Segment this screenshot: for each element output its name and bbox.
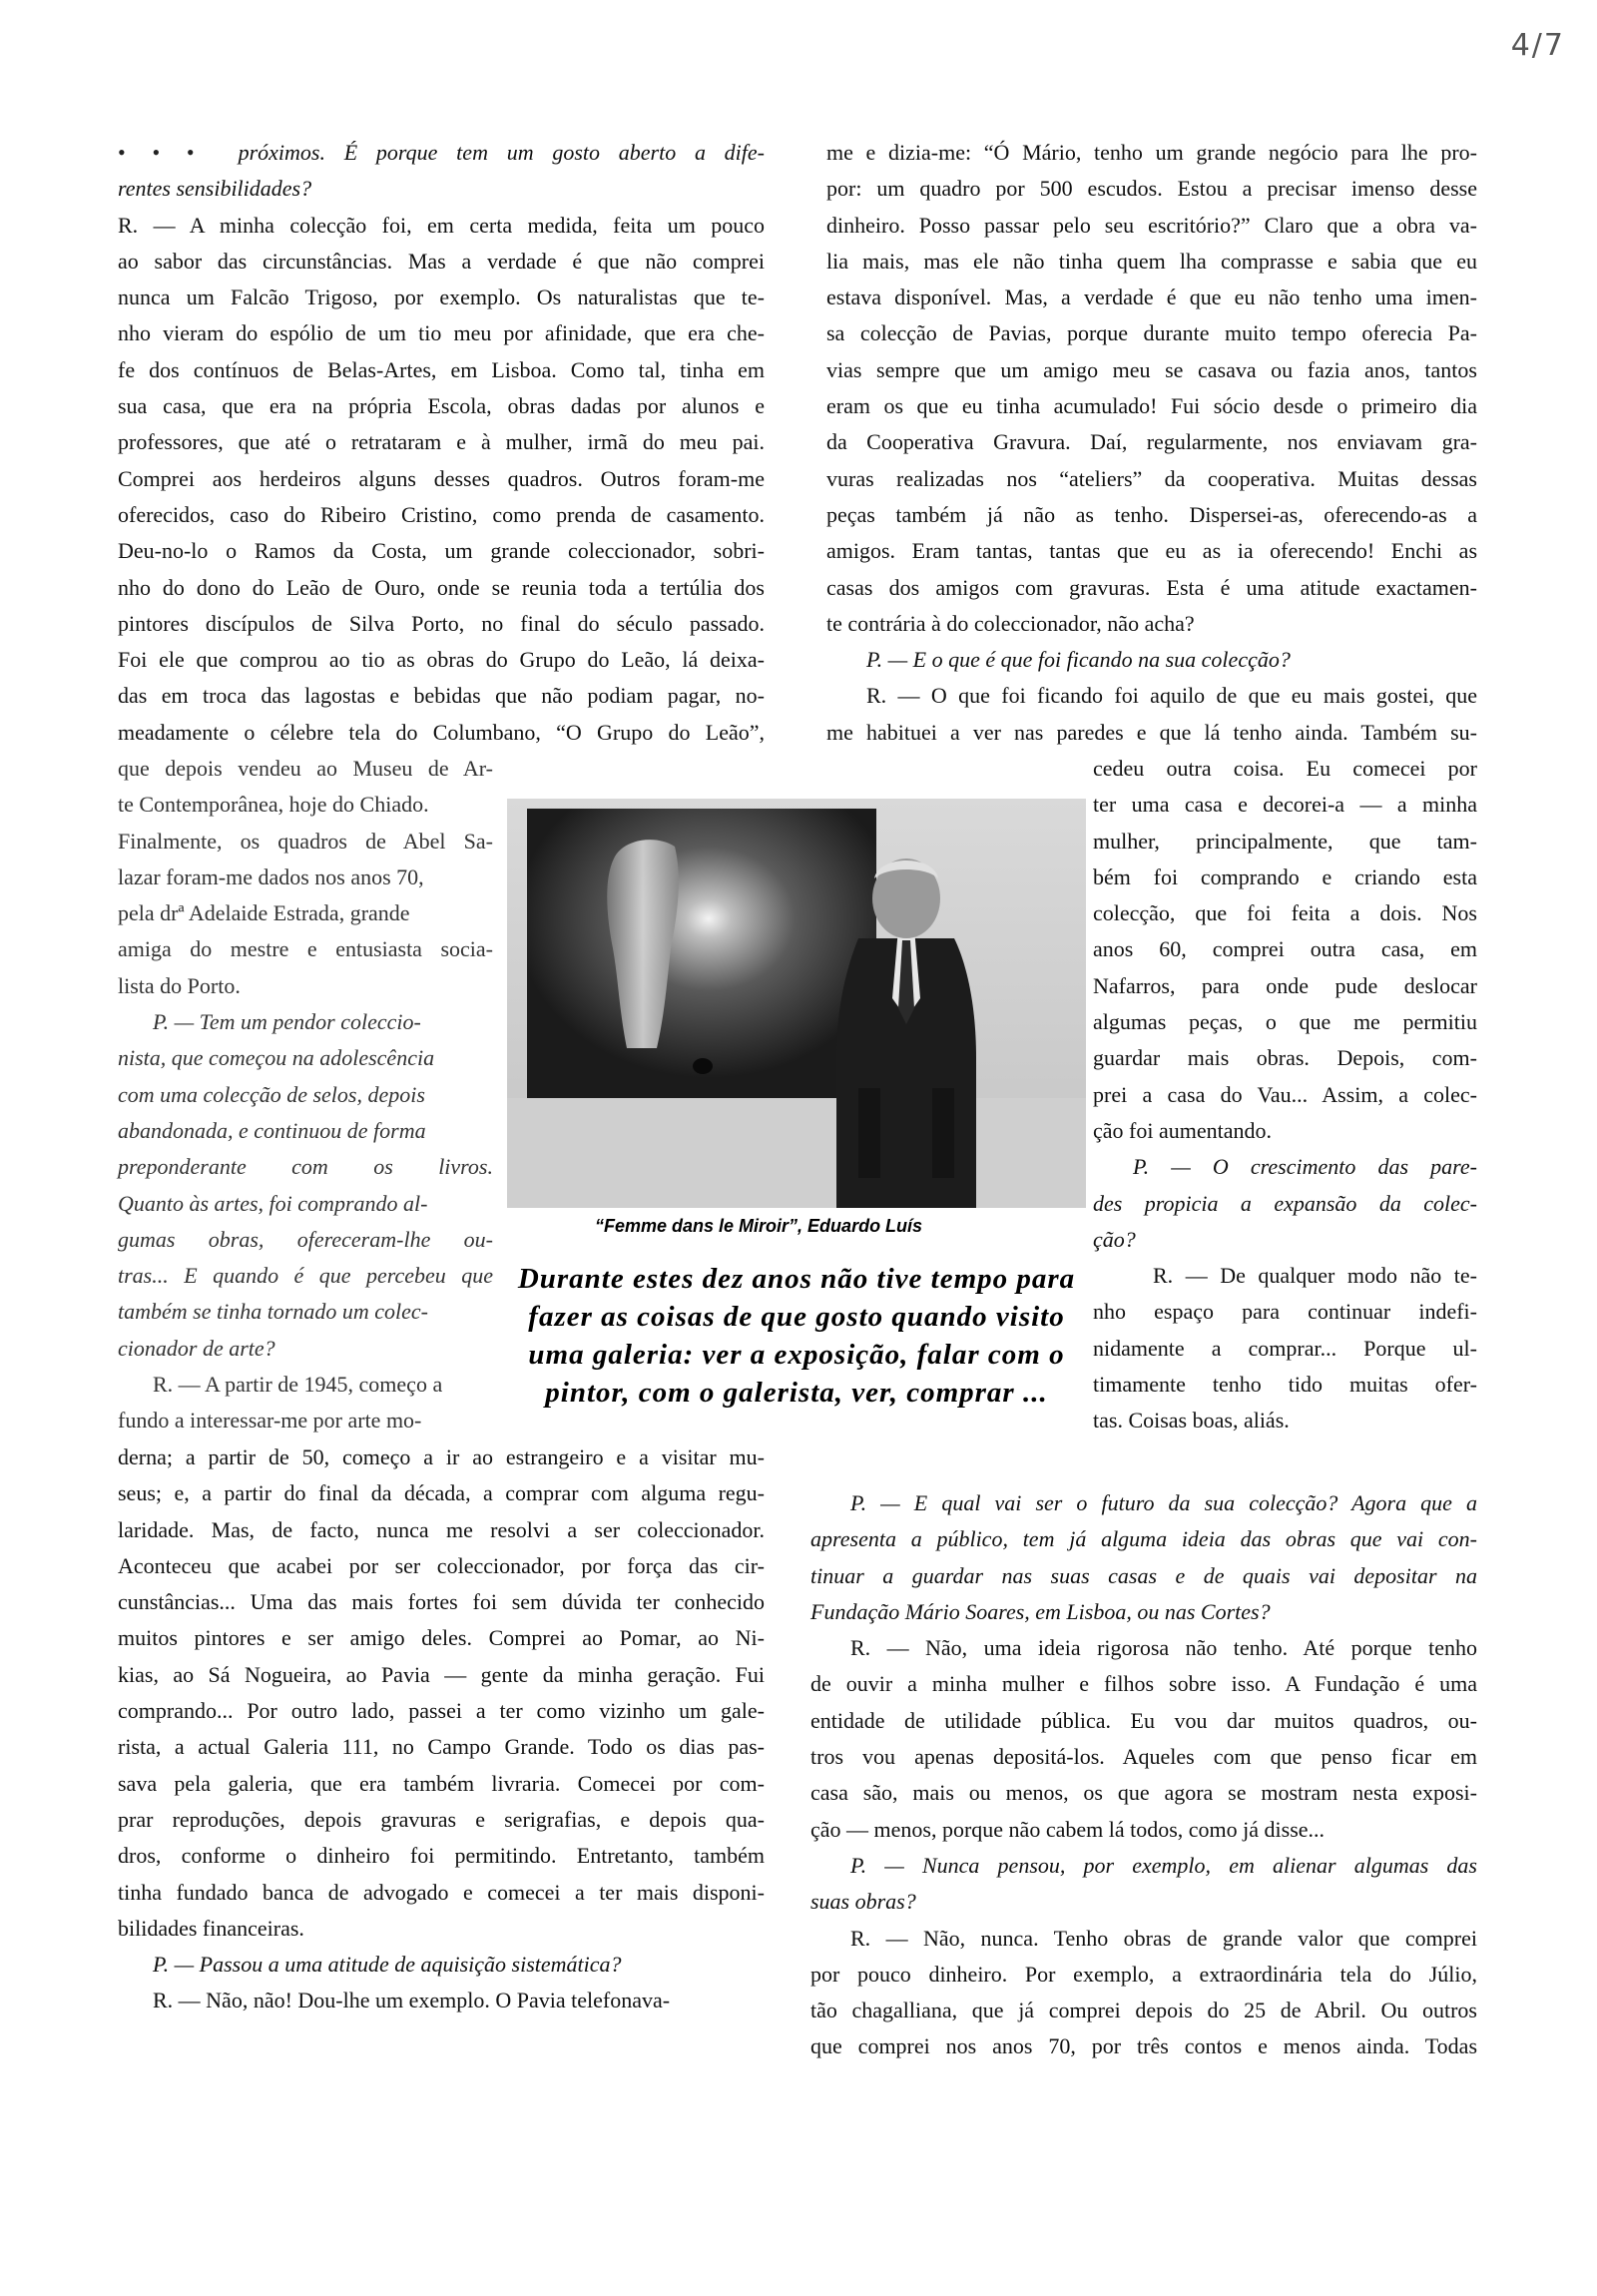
text-line: tão chagalliana, que já comprei depois do 25 de Abril. Ou outros bbox=[810, 1998, 1477, 2023]
text-line: nho vieram do espólio de um tio meu por afinidade, que era che- bbox=[118, 320, 765, 346]
text-line: nho espaço para continuar indefi- bbox=[1093, 1299, 1477, 1325]
text-line: prar reproduções, depois gravuras e serigrafias, e depois qua- bbox=[118, 1806, 765, 1832]
text-line: tas. Coisas boas, aliás. bbox=[1093, 1408, 1290, 1434]
text-line: pela drª Adelaide Estrada, grande bbox=[118, 900, 410, 926]
text-line: por pouco dinheiro. Por exemplo, a extraordinária tela do Júlio, bbox=[810, 1961, 1477, 1987]
text-line: apresenta a público, tem já alguma ideia das obras que vai con- bbox=[810, 1526, 1477, 1552]
text-line: R. — Não, uma ideia rigorosa não tenho. Até porque tenho bbox=[850, 1635, 1477, 1661]
text-line: lia mais, mas ele não tinha quem lha comprasse e sabia que eu bbox=[826, 248, 1477, 274]
text-line: nista, que começou na adolescência bbox=[118, 1045, 435, 1071]
text-line: bém foi comprando e criando esta bbox=[1093, 863, 1477, 889]
text-line: tras... E quando é que percebeu que bbox=[118, 1263, 493, 1289]
text-line: fundo a interessar-me por arte mo- bbox=[118, 1408, 422, 1434]
text-line: R. — A partir de 1945, começo a bbox=[153, 1372, 443, 1398]
page-number: 4/7 bbox=[1510, 28, 1565, 63]
text-line: vias sempre que um amigo meu se casava ou fazia anos, tantos bbox=[826, 356, 1477, 382]
text-line: P. — O crescimento das pare- bbox=[1133, 1154, 1477, 1180]
photo-caption: “Femme dans le Miroir”, Eduardo Luís bbox=[595, 1216, 923, 1236]
text-line: vuras realizadas nos “ateliers” da cooperativa. Muitas dessas bbox=[826, 465, 1477, 491]
text-line: casa são, mais ou menos, os que agora se mostram nesta exposi- bbox=[810, 1780, 1477, 1806]
text-line: R. — Não, nunca. Tenho obras de grande valor que comprei bbox=[850, 1925, 1477, 1951]
text-line: também se tinha tornado um colec- bbox=[118, 1299, 428, 1325]
artwork-photo bbox=[507, 799, 1086, 1208]
text-line: estava disponível. Mas, a verdade é que eu não tenho uma imen- bbox=[826, 285, 1477, 310]
text-line: bilidades financeiras. bbox=[118, 1915, 304, 1941]
pull-quote-line: pintor, com o galerista, ver, comprar ... bbox=[545, 1377, 1048, 1409]
text-line: abandonada, e continuou de forma bbox=[118, 1117, 426, 1143]
text-line: rentes sensibilidades? bbox=[118, 176, 312, 202]
text-line: prei a casa do Vau... Assim, a colec- bbox=[1093, 1081, 1477, 1107]
left-column-narrow bbox=[118, 751, 493, 1439]
text-line: te contrária à do coleccionador, não acha? bbox=[826, 610, 1195, 636]
text-line: Foi ele que comprou ao tio as obras do Grupo do Leão, lá deixa- bbox=[118, 647, 765, 673]
photo-illustration bbox=[507, 799, 1086, 1208]
text-line: anos 60, comprei outra casa, em bbox=[1093, 936, 1477, 962]
text-line: Aconteceu que acabei por ser coleccionador, por força das cir- bbox=[118, 1552, 765, 1578]
text-line: nho do dono do Leão de Ouro, onde se reunia toda a tertúlia dos bbox=[118, 574, 765, 600]
text-line: sa colecção de Pavias, porque durante muito tempo oferecia Pa- bbox=[826, 320, 1477, 346]
text-line: Deu-no-lo o Ramos da Costa, um grande coleccionador, sobri- bbox=[118, 538, 765, 564]
text-line: rista, a actual Galeria 111, no Campo Grande. Todo os dias pas- bbox=[118, 1734, 765, 1760]
right-column-bottom bbox=[810, 1485, 1477, 2065]
text-line: suas obras? bbox=[810, 1889, 916, 1915]
text-line: Fundação Mário Soares, em Lisboa, ou nas Cortes? bbox=[810, 1598, 1271, 1624]
text-line: com uma colecção de selos, depois bbox=[118, 1081, 425, 1107]
text-line: timamente tenho tido muitas ofer- bbox=[1093, 1372, 1477, 1398]
text-line: que comprei nos anos 70, por três contos e menos ainda. Todas bbox=[810, 2033, 1477, 2059]
pull-quote bbox=[497, 1260, 1096, 1412]
text-line: P. — E qual vai ser o futuro da sua colecção? Agora que a bbox=[850, 1490, 1477, 1515]
text-line: P. — Passou a uma atitude de aquisição sistemática? bbox=[153, 1952, 622, 1978]
text-line: des propicia a expansão da colec- bbox=[1093, 1190, 1477, 1216]
text-line: te Contemporânea, hoje do Chiado. bbox=[118, 792, 429, 818]
right-column-narrow bbox=[1093, 751, 1477, 1439]
text-line: ção? bbox=[1093, 1226, 1136, 1252]
text-line: Comprei aos herdeiros alguns desses quadros. Outros foram-me bbox=[118, 465, 765, 491]
text-line: de ouvir a minha mulher e filhos sobre isso. A Fundação é uma bbox=[810, 1671, 1477, 1697]
text-line: colecção, que foi feita a dois. Nos bbox=[1093, 900, 1477, 926]
text-line: derna; a partir de 50, começo a ir ao estrangeiro e a visitar mu- bbox=[118, 1444, 765, 1469]
text-line: ção — menos, porque não cabem lá todos, como já disse... bbox=[810, 1816, 1326, 1842]
pull-quote-line: fazer as coisas de que gosto quando visito bbox=[528, 1301, 1065, 1333]
text-line: tros vou apenas depositá-los. Aqueles com que penso ficar em bbox=[810, 1744, 1477, 1770]
text-line: dros, conforme o dinheiro foi permitindo. Entretanto, também bbox=[118, 1843, 765, 1869]
text-line: entidade de utilidade pública. Eu vou dar muitos quadros, ou- bbox=[810, 1707, 1477, 1733]
text-line: professores, que até o retrataram e à mulher, irmã do meu pai. bbox=[118, 429, 765, 455]
text-line: R. — A minha colecção foi, em certa medida, feita um pouco bbox=[118, 212, 765, 238]
left-column-bottom bbox=[118, 1439, 765, 2019]
text-line: Finalmente, os quadros de Abel Sa- bbox=[118, 828, 493, 854]
text-line: lazar foram-me dados nos anos 70, bbox=[118, 863, 424, 889]
text-line: preponderante com os livros. bbox=[118, 1154, 493, 1180]
text-line: cunstâncias... Uma das mais fortes foi sem dúvida ter conhecido bbox=[118, 1589, 765, 1615]
text-line: fe dos contínuos de Belas-Artes, em Lisboa. Como tal, tinha em bbox=[118, 356, 765, 382]
text-line: cionador de arte? bbox=[118, 1335, 275, 1361]
text-line: me habituei a ver nas paredes e que lá tenho ainda. Também su- bbox=[826, 719, 1477, 745]
text-line: sua casa, que era na própria Escola, obras dadas por alunos e bbox=[118, 393, 765, 419]
text-line: oferecidos, caso do Ribeiro Cristino, como prenda de casamento. bbox=[118, 501, 765, 527]
text-line: ção foi aumentando. bbox=[1093, 1117, 1272, 1143]
text-line: cedeu outra coisa. Eu comecei por bbox=[1093, 756, 1477, 781]
text-line: nidamente a comprar... Porque ul- bbox=[1093, 1335, 1477, 1361]
text-line: pintores discípulos de Silva Porto, no final do século passado. bbox=[118, 610, 765, 636]
text-line: nunca um Falcão Trigoso, por exemplo. Os naturalistas que te- bbox=[118, 285, 765, 310]
text-line: casas dos amigos com gravuras. Esta é uma atitude exactamen- bbox=[826, 574, 1477, 600]
text-line: guardar mais obras. Depois, com- bbox=[1093, 1045, 1477, 1071]
text-line: R. — De qualquer modo não te- bbox=[1153, 1263, 1477, 1289]
bullet-dots-icon: • • • bbox=[118, 140, 199, 165]
text-line: amiga do mestre e entusiasta socia- bbox=[118, 936, 493, 962]
text-line: dinheiro. Posso passar pelo seu escritório?” Claro que a obra va- bbox=[826, 212, 1477, 238]
text-line: algumas peças, o que me permitiu bbox=[1093, 1009, 1477, 1035]
text-line: ter uma casa e decorei-a — a minha bbox=[1093, 792, 1477, 818]
text-line: kias, ao Sá Nogueira, ao Pavia — gente da minha geração. Fui bbox=[118, 1661, 765, 1687]
text-line: peças também já não as tenho. Dispersei-as, oferecendo-as a bbox=[826, 501, 1477, 527]
text-line: da Cooperativa Gravura. Daí, regularmente, nos enviavam gra- bbox=[826, 429, 1477, 455]
text-line: laridade. Mas, de facto, nunca me resolvi a ser coleccionador. bbox=[118, 1516, 765, 1542]
text-line: gumas obras, ofereceram-lhe ou- bbox=[118, 1226, 493, 1252]
text-line: tinuar a guardar nas suas casas e de quais vai depositar na bbox=[810, 1562, 1477, 1588]
text-line: eram os que eu tinha acumulado! Fui sócio desde o primeiro dia bbox=[826, 393, 1477, 419]
text-line: muitos pintores e ser amigo deles. Comprei ao Pomar, ao Ni- bbox=[118, 1625, 765, 1651]
text-line: tinha fundado banca de advogado e comecei a ter mais disponi- bbox=[118, 1879, 765, 1905]
text-line: • • • próximos. É porque tem um gosto aberto a dife- bbox=[118, 140, 766, 165]
text-line: das em troca das lagostas e bebidas que não podiam pagar, no- bbox=[118, 683, 765, 709]
text-line: mulher, principalmente, que tam- bbox=[1093, 828, 1477, 854]
text-line: P. — Tem um pendor coleccio- bbox=[153, 1009, 421, 1035]
text-line: amigos. Eram tantas, tantas que eu as ia oferecendo! Enchi as bbox=[826, 538, 1477, 564]
text-line: P. — E o que é que foi ficando na sua colecção? bbox=[866, 647, 1291, 673]
text-line: R. — O que foi ficando foi aquilo de que eu mais gostei, que bbox=[866, 683, 1477, 709]
text-line: meadamente o célebre tela do Columbano, “O Grupo do Leão”, bbox=[118, 719, 765, 745]
text-line: seus; e, a partir do final da década, a comprar com alguma regu- bbox=[118, 1480, 765, 1506]
pull-quote-line: Durante estes dez anos não tive tempo para bbox=[517, 1263, 1076, 1295]
text-line: comprando... Por outro lado, passei a ter como vizinho um gale- bbox=[118, 1698, 765, 1724]
left-column-top bbox=[118, 135, 765, 751]
text-line: ao sabor das circunstâncias. Mas a verdade é que não comprei bbox=[118, 248, 765, 274]
text-line: que depois vendeu ao Museu de Ar- bbox=[118, 756, 493, 781]
text-line: Nafarros, para onde pude deslocar bbox=[1093, 972, 1477, 998]
text-line: sava pela galeria, que era também livraria. Comecei por com- bbox=[118, 1770, 765, 1796]
pull-quote-line: uma galeria: ver a exposição, falar com o bbox=[528, 1339, 1065, 1371]
right-column-top bbox=[826, 135, 1477, 751]
text-line: por: um quadro por 500 escudos. Estou a precisar imenso desse bbox=[826, 176, 1477, 202]
text-line: Quanto às artes, foi comprando al- bbox=[118, 1190, 428, 1216]
text-line: P. — Nunca pensou, por exemplo, em alienar algumas das bbox=[850, 1852, 1477, 1878]
text-line: me e dizia-me: “Ó Mário, tenho um grande negócio para lhe pro- bbox=[826, 140, 1477, 165]
text-line: lista do Porto. bbox=[118, 972, 241, 998]
text-line: R. — Não, não! Dou-lhe um exemplo. O Pavia telefonava- bbox=[153, 1988, 671, 2013]
